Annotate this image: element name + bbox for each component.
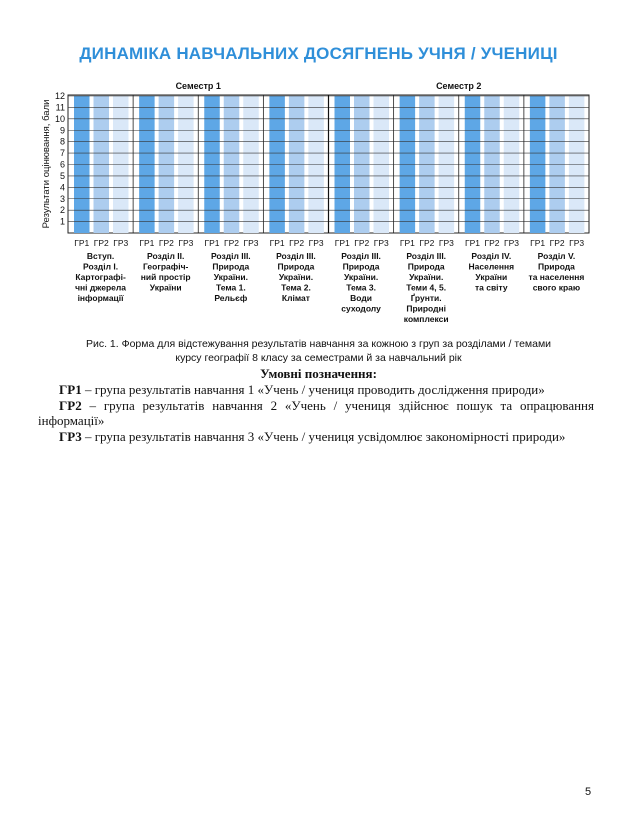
group-tick-label-гр3: ГР3 xyxy=(308,238,324,248)
group-tick-label-гр1: ГР1 xyxy=(74,238,90,248)
section-label-1: Картографі- xyxy=(75,272,126,282)
caption-line-2: курсу географії 8 класу за семестрами й за навчальний рік xyxy=(175,352,462,364)
group-tick-label-гр3: ГР3 xyxy=(504,238,519,248)
section-label-6: України. xyxy=(409,272,444,282)
legend-code: ГР2 xyxy=(59,397,82,413)
section-label-5: Води xyxy=(350,293,372,303)
legend-text: – група результатів навчання 3 «Учень / учениця усвідомлює закономірності природи» xyxy=(81,428,566,444)
legend-text: – група результатів навчання 1 «Учень / учениця проводить дослідження природи» xyxy=(81,382,545,397)
y-tick-label-5: 5 xyxy=(59,170,65,181)
y-tick-label-6: 6 xyxy=(59,159,65,170)
page-title: ДИНАМІКА НАВЧАЛЬНИХ ДОСЯГНЕНЬ УЧНЯ / УЧЕНИЦІ xyxy=(79,44,558,63)
section-label-2: Географіч- xyxy=(143,261,189,272)
legend xyxy=(38,382,594,444)
group-tick-label-гр1: ГР1 xyxy=(530,238,546,248)
progress-chart xyxy=(0,75,637,335)
section-label-6: Розділ ІІІ. xyxy=(406,251,447,261)
group-tick-label-гр2: ГР2 xyxy=(224,238,239,248)
caption-line-1: Рис. 1. Форма для відстежування результатів навчання за кожною з груп за розділами / темами xyxy=(85,338,552,350)
section-label-5: України. xyxy=(343,272,379,282)
y-tick-label-9: 9 xyxy=(59,125,65,136)
section-label-3: Розділ ІІІ. xyxy=(210,251,251,261)
group-tick-label-гр3: ГР3 xyxy=(373,238,389,248)
group-tick-label-гр2: ГР2 xyxy=(354,238,370,248)
section-label-8: Розділ V. xyxy=(537,251,576,261)
legend-item-gr1 xyxy=(38,382,594,398)
section-label-1: чні джерела xyxy=(75,282,127,293)
legend-code: ГР1 xyxy=(59,382,82,397)
group-tick-label-гр2: ГР2 xyxy=(289,238,305,248)
group-tick-label-гр1: ГР1 xyxy=(269,238,285,248)
section-label-5: Тема 3. xyxy=(346,282,376,293)
group-tick-label-гр3: ГР3 xyxy=(113,238,129,248)
semester-label-1: Семестр 1 xyxy=(175,81,221,91)
group-tick-label-гр3: ГР3 xyxy=(569,238,585,248)
section-label-6: Природа xyxy=(407,261,445,272)
section-label-5: суходолу xyxy=(341,303,381,314)
page-number: 5 xyxy=(585,786,592,798)
legend-item-gr3 xyxy=(38,429,594,445)
section-label-2: Розділ ІІ. xyxy=(147,251,185,261)
section-label-6: Ґрунти. xyxy=(410,293,442,303)
section-label-3: Рельєф xyxy=(214,293,248,303)
group-tick-label-гр2: ГР2 xyxy=(419,238,435,248)
section-label-1: інформації xyxy=(77,293,124,303)
section-label-2: України xyxy=(149,282,182,293)
y-tick-label-7: 7 xyxy=(59,148,65,159)
y-tick-label-10: 10 xyxy=(54,113,65,124)
section-label-7: та світу xyxy=(474,282,508,293)
legend-text: – група результатів навчання 2 «Учень / учениця здійснює пошук та опрацювання інформації» xyxy=(38,397,594,428)
y-tick-label-12: 12 xyxy=(54,91,65,101)
y-tick-label-11: 11 xyxy=(55,102,65,113)
group-tick-label-гр1: ГР1 xyxy=(465,238,480,248)
section-label-3: Тема 1. xyxy=(215,282,246,293)
group-tick-label-гр3: ГР3 xyxy=(243,238,259,248)
group-tick-label-гр3: ГР3 xyxy=(438,238,454,248)
legend-item-gr2 xyxy=(38,398,594,429)
section-label-5: Розділ ІІІ. xyxy=(341,251,381,261)
section-label-8: та населення xyxy=(528,272,585,282)
group-tick-label-гр1: ГР1 xyxy=(139,238,155,248)
section-label-4: Природа xyxy=(277,261,315,272)
y-tick-label-8: 8 xyxy=(59,136,65,147)
section-label-4: Розділ ІІІ. xyxy=(276,251,316,261)
section-label-4: Клімат xyxy=(281,293,310,303)
group-tick-label-гр2: ГР2 xyxy=(484,238,500,248)
section-label-3: Природа xyxy=(212,261,250,272)
section-label-4: України. xyxy=(278,272,314,282)
section-label-8: свого краю xyxy=(532,282,581,293)
section-label-4: Тема 2. xyxy=(281,282,311,293)
section-label-2: ний простір xyxy=(140,272,191,282)
y-axis-label: Результати оцінювання, бали xyxy=(41,99,52,229)
semester-label-2: Семестр 2 xyxy=(436,81,482,91)
section-label-7: України xyxy=(475,272,508,282)
section-label-6: комплекси xyxy=(403,314,449,324)
group-tick-label-гр2: ГР2 xyxy=(93,238,109,248)
y-tick-label-3: 3 xyxy=(59,193,65,204)
section-label-6: Теми 4, 5. xyxy=(406,282,447,293)
group-tick-label-гр1: ГР1 xyxy=(334,238,350,248)
section-label-1: Розділ І. xyxy=(83,261,119,272)
group-tick-label-гр2: ГР2 xyxy=(549,238,565,248)
section-label-5: Природа xyxy=(342,261,380,272)
section-label-1: Вступ. xyxy=(86,251,115,261)
y-tick-label-4: 4 xyxy=(59,182,65,193)
section-label-6: Природні xyxy=(406,303,447,314)
legend-heading: Умовні позначення: xyxy=(260,366,377,381)
y-tick-label-2: 2 xyxy=(59,205,65,216)
section-label-7: Розділ IV. xyxy=(471,251,512,261)
section-label-3: України. xyxy=(213,272,248,282)
group-tick-label-гр3: ГР3 xyxy=(178,238,194,248)
figure-caption xyxy=(60,337,577,365)
group-tick-label-гр1: ГР1 xyxy=(204,238,220,248)
legend-code: ГР3 xyxy=(59,428,82,444)
group-tick-label-гр2: ГР2 xyxy=(158,238,174,248)
y-tick-label-1: 1 xyxy=(59,216,65,227)
section-label-8: Природа xyxy=(537,261,575,272)
group-tick-label-гр1: ГР1 xyxy=(399,238,415,248)
section-label-7: Населення xyxy=(468,261,515,272)
